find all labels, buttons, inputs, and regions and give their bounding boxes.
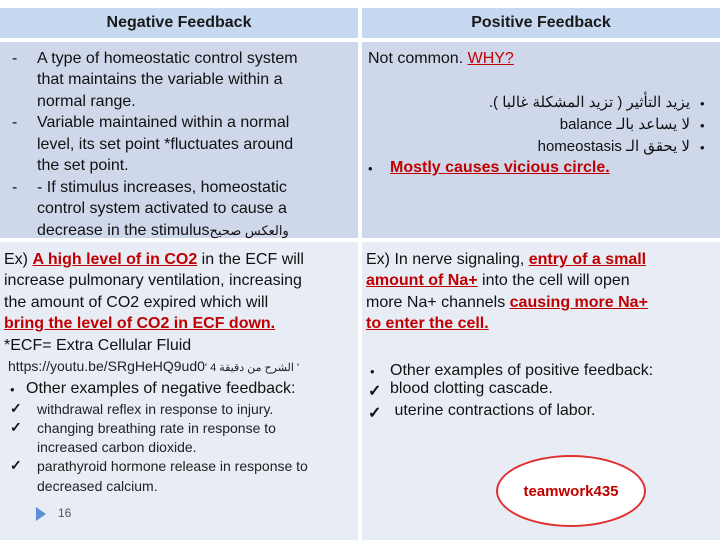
negative-example-line bbox=[4, 313, 275, 335]
negative-example-item: parathyroid hormone release in response to bbox=[37, 458, 308, 474]
positive-example-item: blood clotting cascade. bbox=[390, 380, 553, 397]
positive-example-line: amount of Na+ into the cell will open bbox=[366, 272, 630, 289]
negative-def-line: Variable maintained within a normal bbox=[37, 114, 290, 131]
negative-example-item: changing breathing rate in response to bbox=[37, 420, 276, 436]
link-arabic-note: ' الشرح من دقيقة 4 ' bbox=[204, 362, 300, 374]
page-marker-icon bbox=[36, 507, 46, 521]
positive-other-title: Other examples of positive feedback: bbox=[390, 362, 654, 379]
positive-example-line: more Na+ channels causing more Na+ bbox=[366, 294, 648, 311]
dash-marker: - bbox=[12, 50, 18, 67]
negative-example-item: increased carbon dioxide. bbox=[37, 439, 197, 455]
youtube-link[interactable]: https://youtu.be/SRgHeHQ9ud0' الشرح من دقيقة 4 ' bbox=[8, 358, 300, 374]
header-positive-feedback: Positive Feedback bbox=[362, 8, 720, 38]
positive-arabic-bullet: لا يساعد بالـ balance bbox=[559, 116, 690, 133]
negative-example-line: Ex) A high level of in CO2 in the ECF will bbox=[4, 251, 304, 268]
teamwork-label: teamwork435 bbox=[523, 482, 619, 500]
negative-example-item: decreased calcium. bbox=[37, 478, 158, 494]
negative-def-line: control system activated to cause a bbox=[37, 200, 287, 217]
positive-arabic-bullet: يزيد التأثير ( تزيد المشكلة غالبا ). bbox=[488, 94, 690, 111]
header-negative-feedback: Negative Feedback bbox=[0, 8, 358, 38]
dash-marker: - bbox=[12, 114, 18, 131]
bullet-icon: • bbox=[700, 96, 705, 111]
negative-def-line: that maintains the variable within a bbox=[37, 71, 283, 88]
positive-vicious-circle: Mostly causes vicious circle. bbox=[390, 159, 610, 176]
ecf-note: *ECF= Extra Cellular Fluid bbox=[4, 337, 192, 354]
dash-marker: - bbox=[12, 179, 18, 196]
check-icon: ✓ bbox=[10, 400, 22, 416]
negative-def-line: - If stimulus increases, homeostatic bbox=[37, 179, 287, 196]
negative-example-line: increase pulmonary ventilation, increasing bbox=[4, 272, 302, 289]
positive-example-highlight: entry of a small bbox=[528, 251, 647, 268]
positive-example-highlight: causing more Na+ bbox=[509, 294, 648, 311]
bullet-icon: • bbox=[700, 140, 705, 155]
positive-example-line bbox=[366, 313, 489, 335]
negative-other-title: Other examples of negative feedback: bbox=[26, 380, 296, 397]
negative-def-line: decrease in the stimulusوالعكس صحيح bbox=[37, 222, 289, 239]
positive-example-highlight: amount of Na+ bbox=[366, 272, 478, 289]
positive-example-line: Ex) In nerve signaling, entry of a small bbox=[366, 251, 647, 268]
teamwork-badge bbox=[496, 455, 646, 527]
positive-example-item: uterine contractions of labor. bbox=[390, 402, 596, 419]
negative-example-line: the amount of CO2 expired which will bbox=[4, 294, 269, 311]
arabic-vice-versa: والعكس صحيح bbox=[209, 223, 289, 238]
negative-def-line: A type of homeostatic control system bbox=[37, 50, 298, 67]
check-icon: ✓ bbox=[368, 383, 382, 400]
negative-def-line: normal range. bbox=[37, 93, 136, 110]
why-question: WHY? bbox=[467, 50, 514, 67]
check-icon: ✓ bbox=[10, 457, 22, 473]
bullet-icon: • bbox=[370, 364, 375, 379]
check-icon: ✓ bbox=[10, 419, 22, 435]
page-number: 16 bbox=[58, 506, 72, 520]
negative-example-highlight: bring the level of CO2 in ECF down. bbox=[4, 315, 276, 332]
negative-example-item: withdrawal reflex in response to injury. bbox=[37, 401, 274, 417]
bullet-icon: • bbox=[700, 118, 705, 133]
check-icon: ✓ bbox=[368, 405, 382, 422]
negative-def-line: the set point. bbox=[37, 157, 129, 174]
positive-arabic-bullet: لا يحقق الـ homeostasis bbox=[537, 138, 690, 155]
bullet-icon: • bbox=[10, 382, 15, 397]
bullet-icon: • bbox=[368, 161, 373, 176]
positive-example-highlight: to enter the cell. bbox=[366, 315, 489, 332]
negative-def-line: level, its set point *fluctuates around bbox=[37, 136, 294, 153]
negative-example-highlight: A high level of in CO2 bbox=[32, 251, 198, 268]
positive-not-common: Not common. WHY? bbox=[368, 50, 514, 67]
